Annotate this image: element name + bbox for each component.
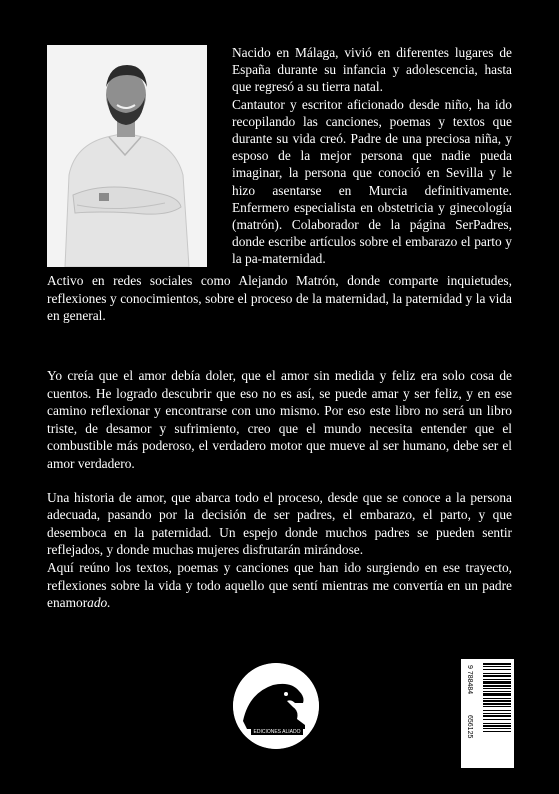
barcode-bar: [483, 731, 511, 732]
bio-paragraph-career: Cantautor y escritor aficionado desde niño, ha ido recopilando las canciones, poemas y textos que durante su vida creó. Padre de una preciosa niña, y esposo de la mejor persona que nadie pueda imaginar, la persona que conoció en Sevilla y le hizo asentarse en Murcia definitivamente. Enfermero especialista en obstetricia y ginecología (matrón). Colaborador de la página SerPadres, donde escribe artículos sobre el embarazo el parto y la pa-maternidad.: [232, 96, 512, 267]
barcode-bar: [483, 713, 511, 714]
isbn-barcode: [461, 659, 514, 768]
author-bio: [232, 44, 512, 268]
barcode-bar: [483, 715, 511, 717]
barcode-bar: [483, 698, 511, 699]
barcode-bar: [483, 691, 511, 692]
barcode-bar: [483, 693, 511, 696]
barcode-bar: [483, 725, 511, 727]
barcode-bar: [483, 681, 511, 684]
barcode-bar: [483, 675, 511, 677]
barcode-bar: [483, 723, 511, 724]
barcode-bar: [483, 663, 511, 665]
barcode-bar: [483, 719, 511, 720]
barcode-bar: [483, 679, 511, 680]
author-bio-continuation: [47, 272, 512, 325]
synopsis-paragraph-3: [47, 559, 512, 612]
barcode-bar: [483, 669, 511, 670]
bio-paragraph-origin: Nacido en Málaga, vivió en diferentes lugares de España durante su infancia y adolescencia, hasta que regresó a su tierra natal.: [232, 45, 512, 95]
barcode-digits-top: 9 788484: [466, 665, 473, 695]
author-photo: [47, 45, 207, 267]
bio-paragraph-social: Activo en redes sociales como Alejando Matrón, donde comparte inquietudes, reflexiones y conocimientos, sobre el proceso de la maternidad, la paternidad y la vida en general.: [47, 273, 512, 324]
synopsis-paragraph-3-text: Aquí reúno los textos, poemas y canciones que han ido surgiendo en ese trayecto, reflexiones sobre la vida y todo aquello que sentí mientras me convertía en un padre enamor: [47, 559, 512, 611]
author-portrait-image: [47, 45, 207, 267]
barcode-bar: [483, 688, 511, 689]
barcode-bar: [483, 666, 511, 667]
synopsis-paragraph-1: Yo creía que el amor debía doler, que el amor sin medida y feliz era solo cosa de cuentos. He logrado descubrir que eso no es así, se puede amar y ser feliz, y en ese camino reflexionar y encontrarse con uno mismo. Por eso este libro no será un libro triste, de desamor y sufrimiento, creo que el mundo necesita entender que el combustible más poderoso, el verdadero motor que mueve al ser humano, debe ser el amor verdadero.: [47, 368, 512, 471]
barcode-bar: [483, 728, 511, 729]
barcode-digits-bottom: 656125: [466, 715, 473, 739]
barcode-bar: [483, 700, 511, 702]
barcode-bar: [483, 703, 511, 705]
publisher-logo: [233, 663, 319, 749]
barcode-bar: [483, 673, 511, 674]
synopsis-paragraph-2: Una historia de amor, que abarca todo el proceso, desde que se conoce a la persona adecuada, pasando por la decisión de ser padres, el embarazo, el parto, y que desemboca en la paternidad. Un espejo donde muchos padres se pueden sentir reflejados, y donde muchas mujeres disfrutarán mirándose.: [47, 489, 512, 558]
barcode-bar: [483, 685, 511, 687]
publisher-logo-text: EDICIONES ALIADO: [253, 729, 301, 735]
book-synopsis: [47, 367, 512, 612]
synopsis-paragraph-3-italic: ado.: [87, 595, 111, 611]
barcode-bar: [483, 710, 511, 711]
barcode-bar: [483, 706, 511, 707]
eagle-head-icon: [233, 663, 319, 749]
